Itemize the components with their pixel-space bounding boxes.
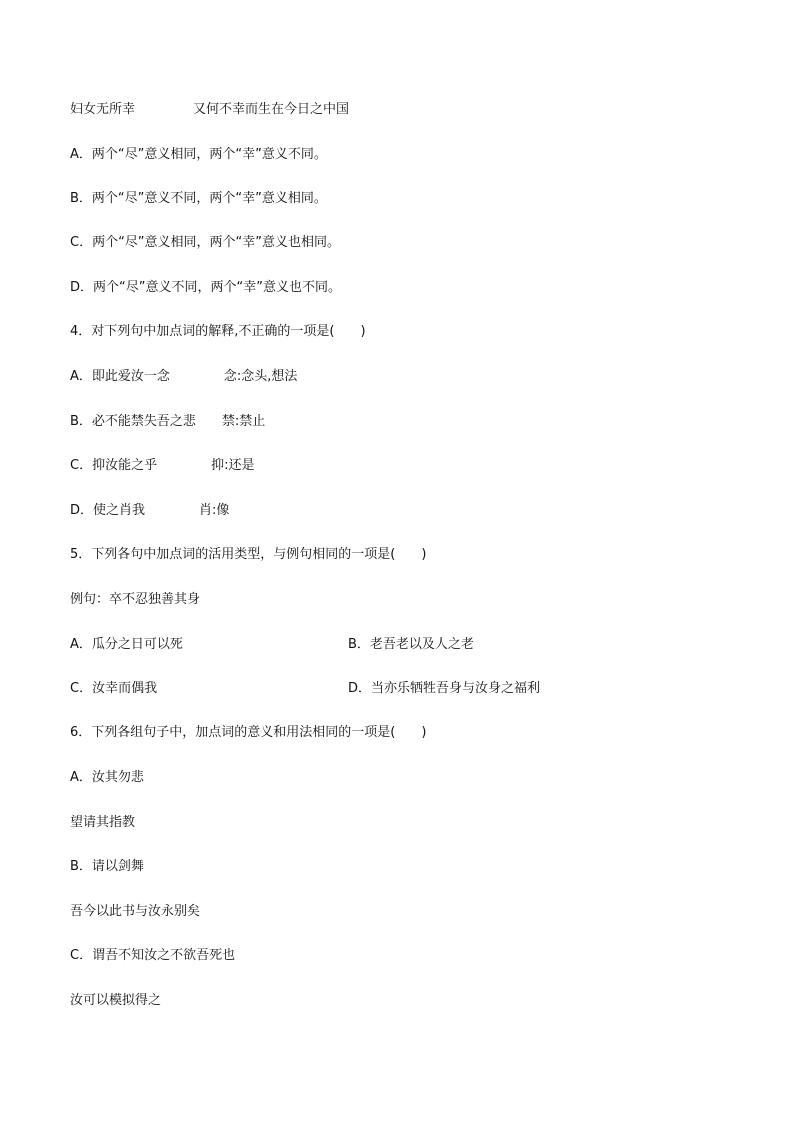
q4-option-c [70, 456, 254, 476]
q4-option-a-sentence: A．即此爱汝一念 [70, 369, 170, 384]
q3-option-c: C．两个“尽”意义相同，两个“幸”意义也相同。 [70, 235, 341, 250]
q6-option-b-line-2: 吾今以此书与汝永别矣 [70, 904, 201, 919]
question-4: 4．对下列句中加点词的解释,不正确的一项是( ) [70, 324, 366, 339]
q6-option-c-line-1: C．谓吾不知汝之不欲吾死也 [70, 948, 236, 963]
q6-option-a-line-1: A．汝其勿悲 [70, 770, 144, 785]
q4-option-a [70, 367, 297, 387]
q5-option-c: C．汝幸而偶我 [70, 681, 158, 696]
q4-option-a-gloss: 念:念头,想法 [223, 369, 298, 384]
q4-option-d [70, 501, 229, 521]
q3-option-b: B．两个“尽”意义不同，两个“幸”意义相同。 [70, 191, 327, 206]
q3-option-a: A．两个“尽”意义相同，两个“幸”意义不同。 [70, 147, 327, 162]
q4-option-b-sentence: B．必不能禁失吾之悲 [70, 414, 196, 429]
q4-option-d-sentence: D．使之肖我 [70, 503, 146, 518]
phrase-1: 妇女无所幸 [70, 102, 136, 117]
q6-option-b-line-1: B．请以剑舞 [70, 859, 144, 874]
q4-option-b [70, 412, 265, 432]
question-5: 5．下列各句中加点词的活用类型，与例句相同的一项是( ) [70, 547, 427, 562]
q3-option-d: D．两个“尽”意义不同，两个“幸”意义也不同。 [70, 280, 341, 295]
q5-option-b: B．老吾老以及人之老 [348, 637, 474, 652]
q6-option-a-line-2: 望请其指教 [70, 815, 136, 830]
question-6: 6．下列各组句子中，加点词的意义和用法相同的一项是( ) [70, 725, 427, 740]
q4-option-c-sentence: C．抑汝能之乎 [70, 458, 158, 473]
q4-option-d-gloss: 肖:像 [199, 503, 230, 518]
q5-option-a: A．瓜分之日可以死 [70, 637, 183, 652]
q4-option-b-gloss: 禁:禁止 [221, 414, 266, 429]
q5-option-d: D．当亦乐牺牲吾身与汝身之福利 [348, 681, 541, 696]
q4-option-c-gloss: 抑:还是 [211, 458, 255, 473]
q6-option-c-line-2: 汝可以模拟得之 [70, 993, 162, 1008]
q5-example: 例句：卒不忍独善其身 [70, 592, 201, 607]
passage-line-1 [70, 100, 349, 120]
phrase-2: 又何不幸而生在今日之中国 [193, 102, 350, 117]
